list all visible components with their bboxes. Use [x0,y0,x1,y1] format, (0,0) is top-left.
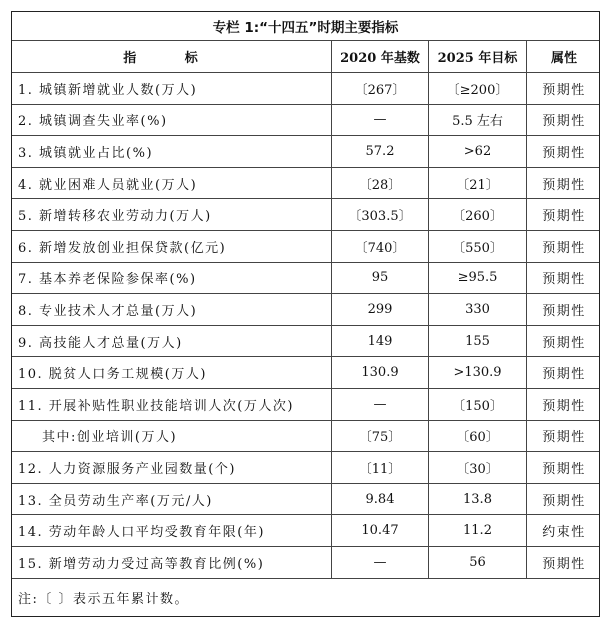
row-target-value: 11.2 [428,515,526,546]
row-base-value: 〔75〕 [331,421,428,452]
row-attribute: 预期性 [526,105,601,136]
indicators-table [11,11,600,617]
row-base-value: 〔740〕 [331,231,428,262]
row-indicator-name: 2. 城镇调查失业率(%) [18,114,168,130]
note-row [12,578,599,616]
row-target-value: 〔150〕 [428,389,526,420]
table-row [12,325,599,357]
row-base-value: 9.84 [331,484,428,515]
row-attribute: 预期性 [526,168,601,199]
header-target-2025: 2025 年目标 [428,41,526,72]
table-row [12,356,599,388]
row-indicator-name: 3. 城镇就业占比(%) [18,145,154,161]
header-indicator: 指 标 [123,51,220,66]
header-base-2020: 2020 年基数 [331,41,428,72]
row-base-value: 〔267〕 [331,73,428,104]
table-row [12,514,599,546]
row-target-value: 〔21〕 [428,168,526,199]
row-base-value: — [331,389,428,420]
row-attribute: 预期性 [526,421,601,452]
row-target-value: 56 [428,547,526,578]
table-note: 注:〔 〕表示五年累计数。 [18,591,190,607]
row-target-value: 13.8 [428,484,526,515]
row-attribute: 预期性 [526,263,601,294]
row-base-value: — [331,547,428,578]
row-indicator-name: 13. 全员劳动生产率(万元/人) [18,493,213,509]
row-base-value: — [331,105,428,136]
row-base-value: 10.47 [331,515,428,546]
table-row [12,104,599,136]
row-indicator-name: 12. 人力资源服务产业园数量(个) [18,461,236,477]
row-attribute: 预期性 [526,73,601,104]
row-base-value: 〔11〕 [331,452,428,483]
row-target-value: >130.9 [428,357,526,388]
row-target-value: ≥95.5 [428,263,526,294]
row-indicator-name: 其中:创业培训(万人) [42,430,178,446]
table-row [12,72,599,104]
table-row [12,451,599,483]
row-attribute: 预期性 [526,452,601,483]
row-target-value: 330 [428,294,526,325]
table-row [12,230,599,262]
row-base-value: 95 [331,263,428,294]
row-attribute: 预期性 [526,357,601,388]
row-attribute: 预期性 [526,547,601,578]
row-attribute: 预期性 [526,326,601,357]
table-title: 专栏 1:“十四五”时期主要指标 [212,20,399,36]
row-indicator-name: 8. 专业技术人才总量(万人) [18,303,198,319]
row-indicator-name: 10. 脱贫人口务工规模(万人) [18,367,207,383]
row-indicator-name: 6. 新增发放创业担保贷款(亿元) [18,240,227,256]
table-row [12,293,599,325]
row-base-value: 〔303.5〕 [331,199,428,230]
row-base-value: 〔28〕 [331,168,428,199]
table-row [12,167,599,199]
table-row [12,135,599,167]
row-target-value: 5.5 左右 [428,105,526,136]
header-attribute: 属性 [526,41,601,72]
row-attribute: 预期性 [526,231,601,262]
row-attribute: 预期性 [526,294,601,325]
row-target-value: 〔≥200〕 [428,73,526,104]
row-target-value: 〔550〕 [428,231,526,262]
row-base-value: 149 [331,326,428,357]
row-attribute: 预期性 [526,484,601,515]
row-attribute: 约束性 [526,515,601,546]
row-attribute: 预期性 [526,199,601,230]
table-row [12,198,599,230]
row-target-value: 155 [428,326,526,357]
table-row [12,483,599,515]
row-target-value: >62 [428,136,526,167]
row-base-value: 57.2 [331,136,428,167]
row-indicator-name: 11. 开展补贴性职业技能培训人次(万人次) [18,398,294,414]
row-indicator-name: 7. 基本养老保险参保率(%) [18,272,197,288]
table-row [12,420,599,452]
row-base-value: 130.9 [331,357,428,388]
row-target-value: 〔30〕 [428,452,526,483]
row-base-value: 299 [331,294,428,325]
row-target-value: 〔60〕 [428,421,526,452]
row-indicator-name: 14. 劳动年龄人口平均受教育年限(年) [18,525,265,541]
row-indicator-name: 1. 城镇新增就业人数(万人) [18,82,198,98]
row-attribute: 预期性 [526,389,601,420]
row-indicator-name: 9. 高技能人才总量(万人) [18,335,183,351]
row-target-value: 〔260〕 [428,199,526,230]
table-row [12,388,599,420]
row-indicator-name: 5. 新增转移农业劳动力(万人) [18,209,212,225]
table-row [12,546,599,578]
table-title-row [12,12,599,40]
header-row [12,40,599,72]
table-row [12,262,599,294]
row-attribute: 预期性 [526,136,601,167]
row-indicator-name: 4. 就业困难人员就业(万人) [18,177,198,193]
row-indicator-name: 15. 新增劳动力受过高等教育比例(%) [18,556,265,572]
